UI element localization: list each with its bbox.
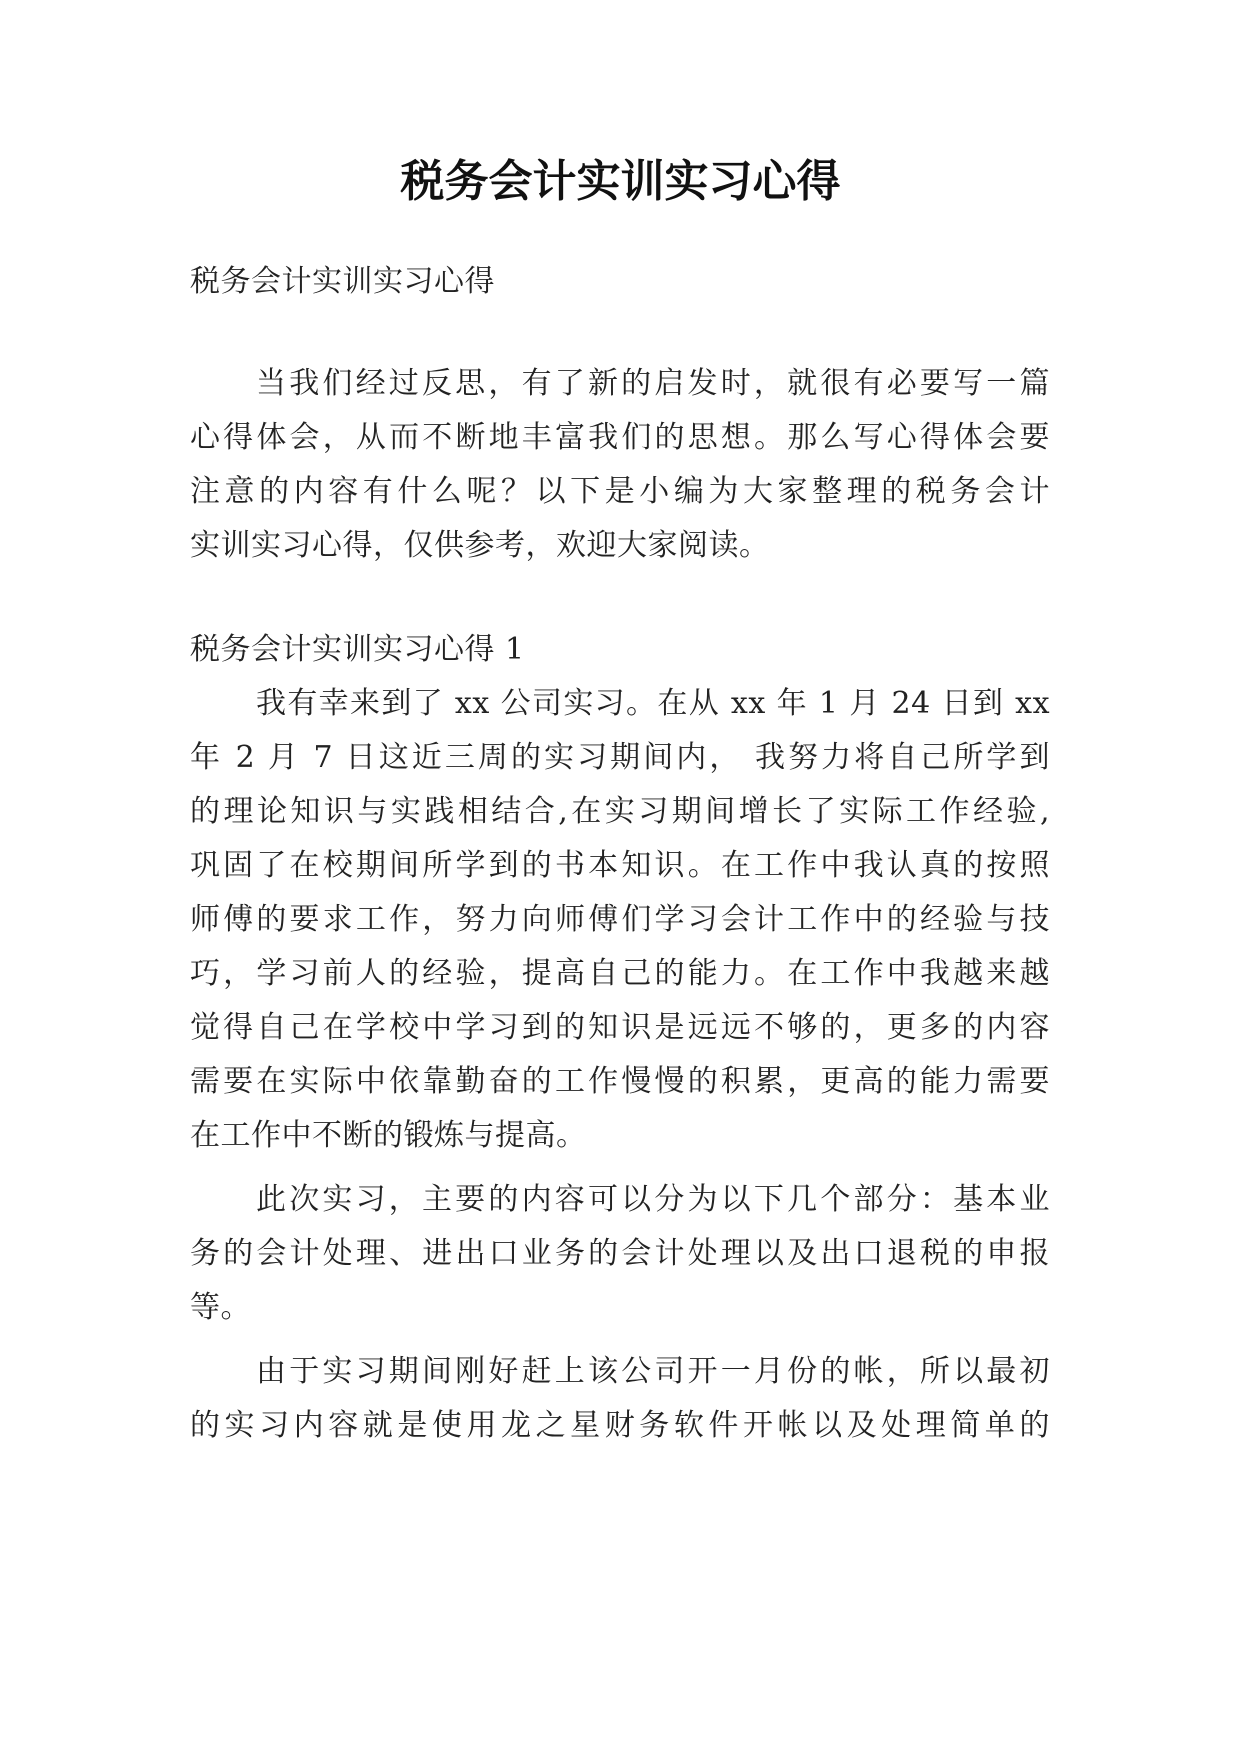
para2-line: 务的会计处理、进出口业务的会计处理以及出口退税的申报 [190, 1236, 1050, 1271]
para1-line: 需要在实际中依靠勤奋的工作慢慢的积累，更高的能力需要 [190, 1064, 1050, 1099]
para2-line: 等。 [190, 1290, 251, 1325]
para1-line: 年 2 月 7 日这近三周的实习期间内， 我努力将自己所学到 [190, 740, 1050, 775]
para1-line: 觉得自己在学校中学习到的知识是远远不够的，更多的内容 [190, 1010, 1050, 1045]
para1-line: 的理论知识与实践相结合,在实习期间增长了实际工作经验, [190, 794, 1050, 829]
para1-line: 在工作中不断的锻炼与提高。 [190, 1118, 587, 1153]
intro-line: 注意的内容有什么呢？以下是小编为大家整理的税务会计 [190, 474, 1050, 509]
para1-line: 巧，学习前人的经验，提高自己的能力。在工作中我越来越 [190, 956, 1050, 991]
page-title: 税务会计实训实习心得 [400, 156, 841, 207]
para1-line: 巩固了在校期间所学到的书本知识。在工作中我认真的按照 [190, 848, 1050, 883]
para3-line: 由于实习期间刚好赶上该公司开一月份的帐，所以最初 [256, 1354, 1050, 1389]
intro-line: 实训实习心得，仅供参考，欢迎大家阅读。 [190, 528, 770, 563]
section-heading: 税务会计实训实习心得 1 [190, 632, 525, 667]
intro-line: 当我们经过反思，有了新的启发时，就很有必要写一篇 [256, 366, 1050, 401]
para3-line: 的实习内容就是使用龙之星财务软件开帐以及处理简单的 [190, 1408, 1050, 1443]
para1-line: 师傅的要求工作，努力向师傅们学习会计工作中的经验与技 [190, 902, 1050, 937]
para2-line: 此次实习，主要的内容可以分为以下几个部分：基本业 [256, 1182, 1050, 1217]
para1-line: 我有幸来到了 xx 公司实习。在从 xx 年 1 月 24 日到 xx [256, 686, 1050, 721]
document-subtitle: 税务会计实训实习心得 [190, 264, 495, 299]
intro-line: 心得体会，从而不断地丰富我们的思想。那么写心得体会要 [190, 420, 1050, 455]
